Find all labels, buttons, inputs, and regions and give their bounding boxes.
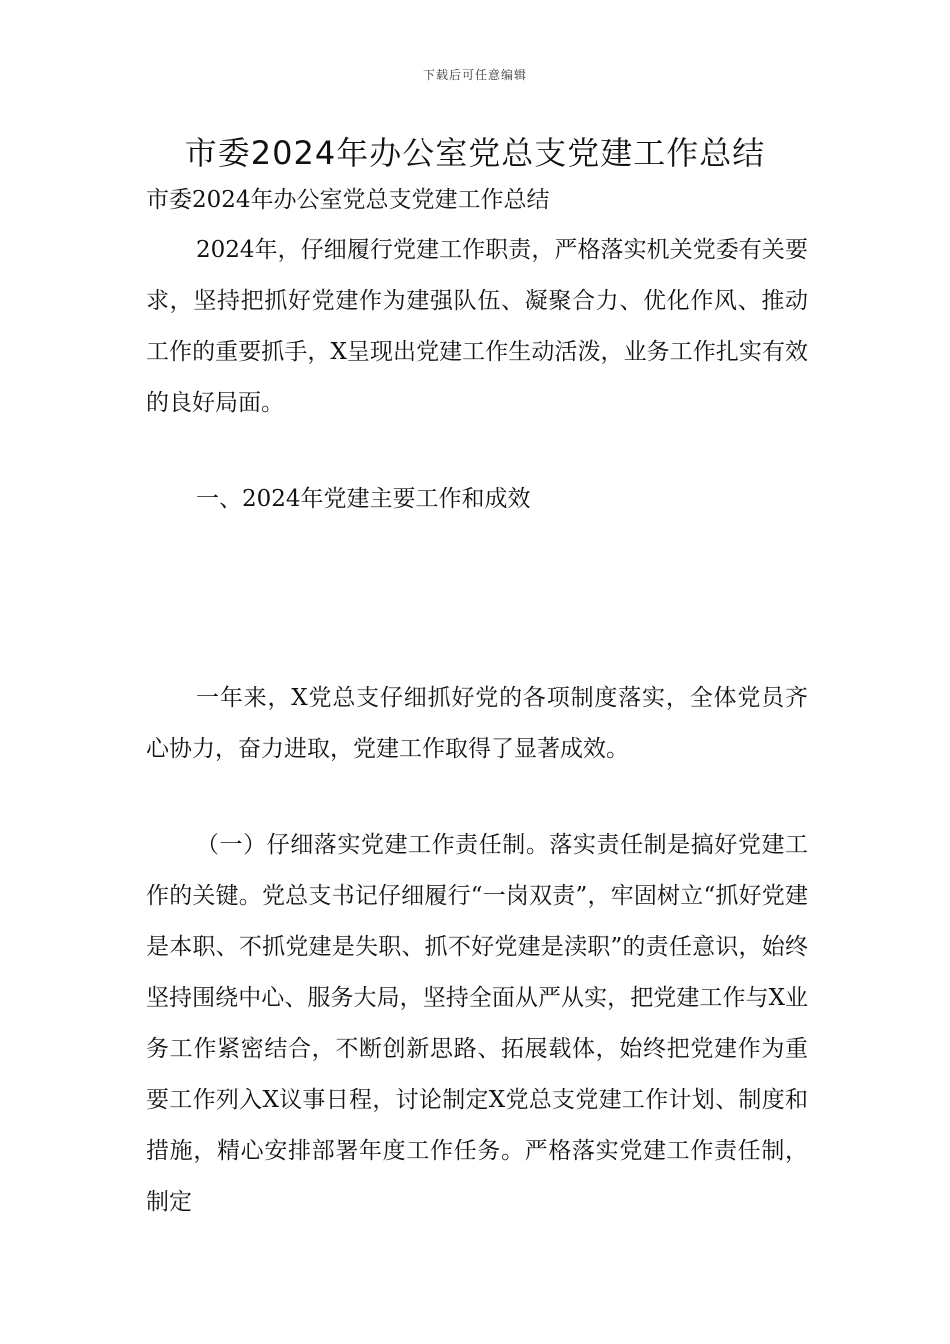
document-subtitle: 市委2024年办公室党总支党建工作总结 [146,187,550,213]
section-heading: 一、2024年党建主要工作和成效 [196,486,531,512]
header-note: 下载后可任意编辑 [422,68,527,82]
section-intro-paragraph: 一年来，X党总支仔细抓好党的各项制度落实，全体党员齐心协力，奋力进取，党建工作取得了显著成效。 [146,685,808,762]
item-paragraph: （一）仔细落实党建工作责任制。落实责任制是搞好党建工作的关键。党总支书记仔细履行“一岗双责”，牢固树立“抓好党建是本职、不抓党建是失职、抓不好党建是渎职”的责任意识，始终坚持围绕中心、服务大局，坚持全面从严从实，把党建工作与X业务工作紧密结合，不断创新思路、拓展载体，始终把党建作为重要工作列入X议事日程，讨论制定X党总支党建工作计划、制度和措施，精心安排部署年度工作任务。严格落实党建工作责任制，制定 [146,832,808,1215]
intro-paragraph: 2024年，仔细履行党建工作职责，严格落实机关党委有关要求，坚持把抓好党建作为建强队伍、凝聚合力、优化作风、推动工作的重要抓手，X呈现出党建工作生动活泼，业务工作扎实有效的良好局面。 [146,237,808,416]
document-title: 市委2024年办公室党总支党建工作总结 [184,134,766,172]
